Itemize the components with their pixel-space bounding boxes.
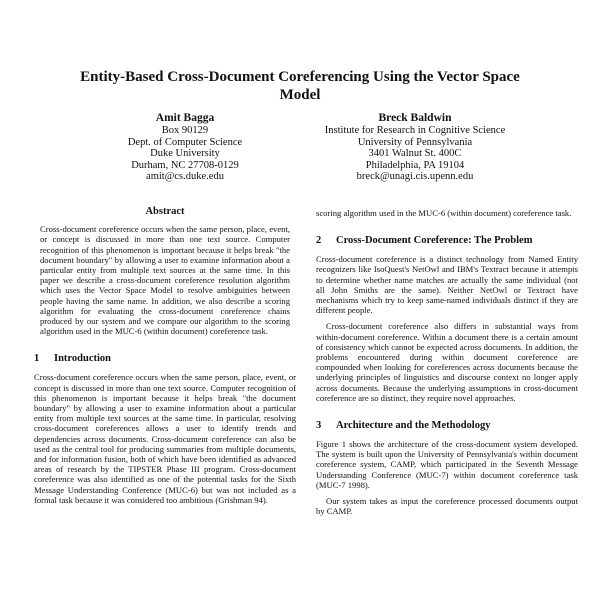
author-email: amit@cs.duke.edu — [146, 171, 224, 182]
author-address-line: University of Pennsylvania — [357, 136, 473, 148]
left-column — [34, 207, 296, 505]
section-heading — [316, 234, 578, 247]
author-address-line: Durham, NC 27708-0129 — [131, 159, 239, 171]
section-heading — [34, 352, 296, 365]
author-address-line: Dept. of Computer Science — [127, 136, 243, 148]
section-number: 1 — [34, 353, 40, 365]
section-paragraph: Cross-document coreference occurs when the same person, place, event, or concept is discussed in more than one text source. Computer recognition of this phenomenon is important because it helps break "the document boundary" by allowing a user to examine information about a particular entity from multiple text sources at the same time. In particular, resolving cross-document coreferences allows a user to identify trends and dependencies across documents. Cross-document coreference can also be used as the central tool for producing summaries from multiple documents, and for information fusion, both of which have been identified as advanced areas of research by the TIPSTER Phase III program. Cross-document coreference was also identified as one of the potential tasks for the Sixth Message Understanding Conference (MUC-6) but was not included as a formal task because it was considered too ambitious (Grishman 94). — [34, 372, 296, 505]
author-block-2 — [295, 112, 535, 183]
section-paragraph: Figure 1 shows the architecture of the cross-document system developed. The system is built upon the University of Pennsylvania's within document coreference system, CAMP, which participated in the Seventh Message Understanding Conference (MUC-7) within document coreference task (MUC-7 1998). — [316, 439, 578, 490]
section-title: Cross-Document Coreference: The Problem — [336, 235, 533, 247]
author-address-line: 3401 Walnut St. 400C — [368, 148, 462, 159]
author-address-line: Box 90129 — [161, 125, 209, 136]
author-email: breck@unagi.cis.upenn.edu — [356, 171, 474, 182]
author-block-1 — [80, 112, 290, 183]
paper-title: Entity-Based Cross-Document Coreferencing Using the Vector Space Model — [80, 69, 520, 103]
section-number: 2 — [316, 235, 322, 247]
author-address-line: Duke University — [150, 148, 220, 159]
author-name: Amit Bagga — [155, 112, 215, 124]
abstract-text: Cross-document coreference occurs when the same person, place, event, or concept is discussed in more than one text source. Computer recognition of this phenomenon is important because it helps break "the document boundary" by allowing a user to examine information about a particular entity from multiple text sources at the same time. In this paper we describe a cross-document coreference resolution algorithm which uses the Vector Space Model to resolve ambiguities between people having the same name. In addition, we also describe a scoring algorithm for evaluating the cross-document coreference chains produced by our system and we compare our algorithm to the scoring algorithm used in the MUC-6 (within document) coreference task. — [40, 224, 290, 337]
section-title: Architecture and the Methodology — [336, 420, 491, 432]
author-address-line: Philadelphia, PA 19104 — [365, 159, 465, 171]
section-title: Introduction — [54, 353, 111, 365]
author-name: Breck Baldwin — [378, 112, 452, 124]
abstract-continuation: scoring algorithm used in the MUC-6 (within document) coreference task. — [316, 208, 572, 218]
author-address-line: Institute for Research in Cognitive Science — [324, 125, 506, 136]
abstract-heading: Abstract — [145, 206, 185, 217]
section-paragraph: Cross-document coreference is a distinct technology from Named Entity recognizers like IsoQuest's NetOwl and IBM's Textract because it attempts to determine whether name matches are actually the same individual (not all John Smiths are the same). Neither NetOwl or Textract have mechanisms which try to keep same-named individuals distinct if they are different people. — [316, 254, 578, 316]
section-number: 3 — [316, 420, 322, 432]
section-paragraph: Cross-document coreference also differs in substantial ways from within-document coreference. Within a document there is a certain amount of consistency which cannot be expected across documents. In addition, the problems encountered during within document coreference are compounded when looking for coreferences across documents because the underlying principles of linguistics and discourse context no longer apply across documents. Because the underlying assumptions in cross-document coreference are so distinct, they require novel approaches. — [316, 321, 578, 403]
section-heading — [316, 419, 578, 432]
right-column — [316, 208, 578, 516]
section-paragraph: Our system takes as input the coreference processed documents output by CAMP. — [316, 496, 578, 517]
